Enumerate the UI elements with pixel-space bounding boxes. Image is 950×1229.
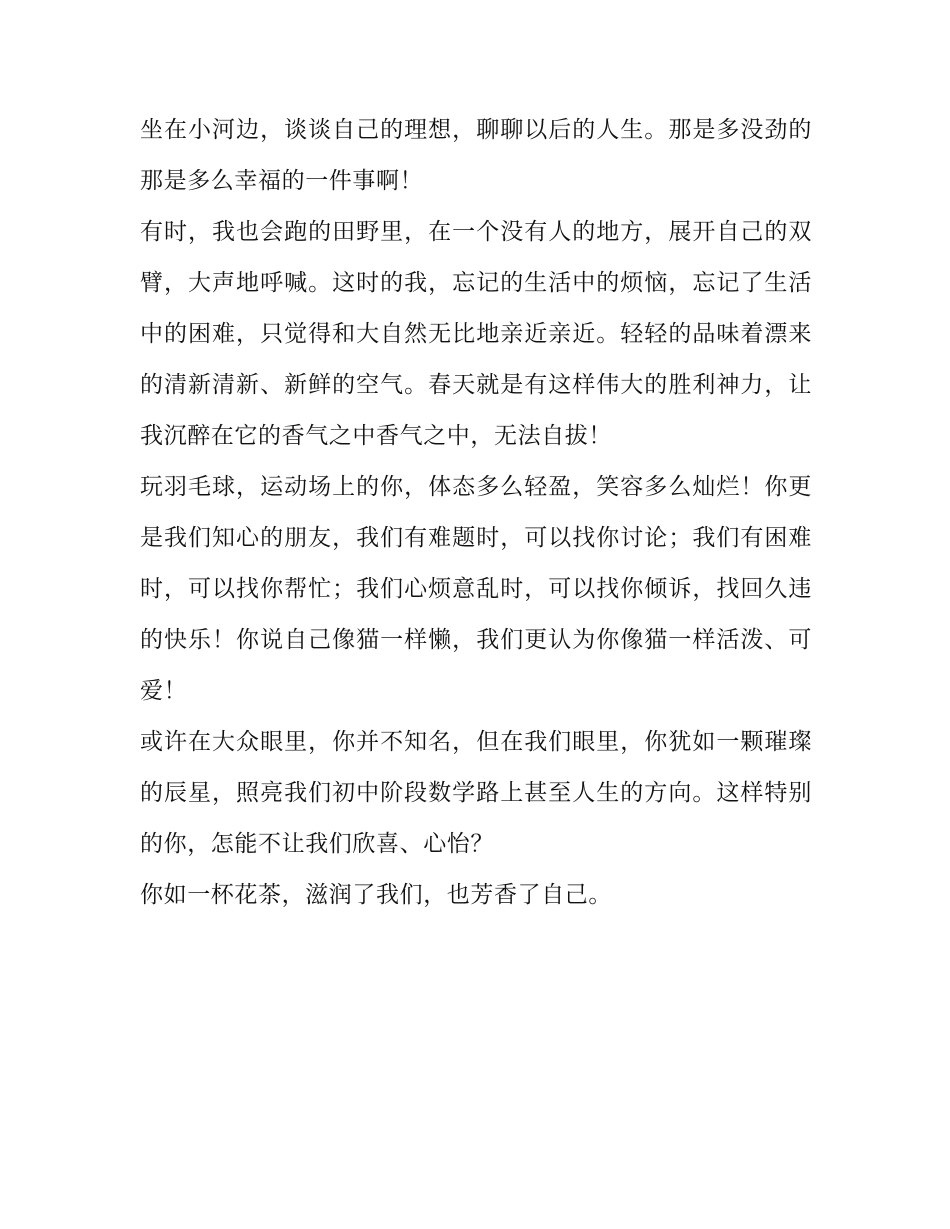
paragraph-4: 或许在大众眼里，你并不知名，但在我们眼里，你犹如一颗璀璨的辰星，照亮我们初中阶段数学路上甚至人生的方向。这样特别的你，怎能不让我们欣喜、心怡？ [140,729,812,857]
document-body [140,105,812,921]
paragraph-3: 玩羽毛球，运动场上的你，体态多么轻盈，笑容多么灿烂！你更是我们知心的朋友，我们有难题时，可以找你讨论；我们有困难时，可以找你帮忙；我们心烦意乱时，可以找你倾诉，找回久违的快乐！你说自己像猫一样懒，我们更认为你像猫一样活泼、可爱！ [140,474,812,704]
paragraph-2: 有时，我也会跑的田野里，在一个没有人的地方，展开自己的双臂，大声地呼喊。这时的我，忘记的生活中的烦恼，忘记了生活中的困难，只觉得和大自然无比地亲近亲近。轻轻的品味着漂来的清新清新、新鲜的空气。春天就是有这样伟大的胜利神力，让我沉醉在它的香气之中香气之中，无法自拔！ [140,219,812,449]
paragraph-5: 你如一杯花茶，滋润了我们，也芳香了自己。 [140,882,612,908]
paragraph-1: 坐在小河边，谈谈自己的理想，聊聊以后的人生。那是多没劲的那是多么幸福的一件事啊！ [140,117,812,194]
